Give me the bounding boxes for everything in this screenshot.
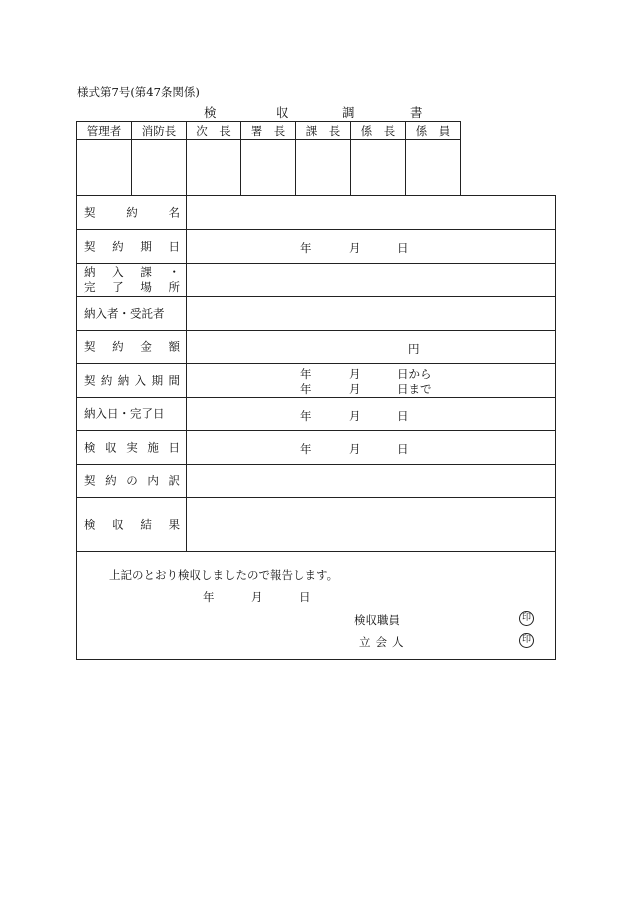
title-char-2: 収 [276, 105, 289, 120]
label-amount [77, 331, 187, 363]
label-period [77, 364, 187, 397]
month-unit-from: 月 [349, 367, 361, 381]
form-number-label: 様式第7号(第47条関係) [77, 85, 200, 99]
title-char-4: 書 [410, 105, 423, 120]
label-text: 契 約 名 [84, 205, 180, 219]
field-period[interactable] [187, 364, 555, 397]
field-delivery-date[interactable] [187, 398, 555, 430]
month-unit: 月 [349, 409, 361, 423]
stamp-box-deputy[interactable] [187, 140, 241, 196]
label-contract-name [77, 196, 187, 229]
title-char-3: 調 [342, 105, 355, 120]
stamp-box-unit-chief[interactable] [351, 140, 406, 196]
label-text: 契 約 の 内 訳 [84, 473, 180, 488]
stamp-box-staff[interactable] [406, 140, 461, 196]
row-delivery-place [77, 264, 555, 297]
inspector-seal-icon: 印 [519, 611, 534, 626]
footer-year-unit: 年 [203, 590, 215, 604]
approval-header-station-chief: 署 長 [241, 122, 296, 140]
day-from-unit: 日から [397, 367, 432, 381]
approval-header-fire-chief: 消防長 [132, 122, 187, 140]
row-contract-name [77, 196, 555, 230]
year-unit-from: 年 [300, 367, 312, 381]
inspector-label: 検収職員 [354, 613, 400, 627]
stamp-box-station-chief[interactable] [241, 140, 296, 196]
title-char-1: 検 [204, 105, 217, 120]
label-contract-date [77, 230, 187, 263]
yen-unit: 円 [408, 342, 420, 356]
label-inspection-date [77, 431, 187, 464]
stamp-box-section-chief[interactable] [296, 140, 351, 196]
field-breakdown[interactable] [187, 465, 555, 497]
label-text: 検 収 実 施 日 [84, 440, 180, 454]
row-supplier [77, 297, 555, 331]
label-text: 納 入 課 ・ 完 了 場 所 [84, 265, 180, 294]
year-unit-to: 年 [300, 382, 312, 396]
footer-day-unit: 日 [299, 590, 311, 604]
label-text: 契 約 期 日 [84, 239, 180, 253]
field-result[interactable] [187, 498, 555, 551]
row-inspection-date [77, 431, 555, 465]
row-period [77, 364, 555, 398]
label-text: 契 約 金 額 [84, 339, 180, 354]
report-statement: 上記のとおり検収しましたので報告します。 [109, 568, 339, 582]
label-text: 契 約 納 入 期 間 [84, 373, 180, 387]
approval-header-section-chief: 課 長 [296, 122, 351, 140]
field-supplier[interactable] [187, 297, 555, 330]
month-unit: 月 [349, 442, 361, 456]
row-breakdown [77, 465, 555, 498]
document-title [0, 103, 630, 119]
label-result [77, 498, 187, 551]
year-unit: 年 [300, 442, 312, 456]
label-breakdown [77, 465, 187, 497]
witness-label: 立会人 [359, 635, 409, 649]
witness-seal-icon: 印 [519, 633, 534, 648]
approval-header-staff: 係 員 [406, 122, 461, 140]
inspection-form [76, 195, 556, 660]
stamp-box-fire-chief[interactable] [132, 140, 187, 196]
year-unit: 年 [300, 241, 312, 255]
row-amount [77, 331, 555, 364]
month-unit-to: 月 [349, 382, 361, 396]
field-amount[interactable] [187, 331, 555, 363]
row-contract-date [77, 230, 555, 264]
row-result [77, 498, 555, 552]
day-unit: 日 [397, 241, 409, 255]
year-unit: 年 [300, 409, 312, 423]
field-contract-name[interactable] [187, 196, 555, 229]
month-unit: 月 [349, 241, 361, 255]
stamp-box-manager[interactable] [77, 140, 132, 196]
label-supplier [77, 297, 187, 330]
approval-stamp-table [76, 121, 461, 196]
field-inspection-date[interactable] [187, 431, 555, 464]
label-delivery-date [77, 398, 187, 430]
label-text: 検 収 結 果 [84, 517, 180, 531]
footer-month-unit: 月 [251, 590, 263, 604]
field-delivery-place[interactable] [187, 264, 555, 296]
field-contract-date[interactable] [187, 230, 555, 263]
approval-header-manager: 管理者 [77, 122, 132, 140]
row-delivery-date [77, 398, 555, 431]
approval-header-deputy: 次 長 [187, 122, 241, 140]
day-to-unit: 日まで [397, 382, 432, 396]
day-unit: 日 [397, 409, 409, 423]
label-text: 納入日・完了日 [84, 406, 165, 421]
day-unit: 日 [397, 442, 409, 456]
label-delivery-place [77, 264, 187, 296]
approval-header-unit-chief: 係 長 [351, 122, 406, 140]
label-text: 納入者・受託者 [84, 306, 165, 320]
